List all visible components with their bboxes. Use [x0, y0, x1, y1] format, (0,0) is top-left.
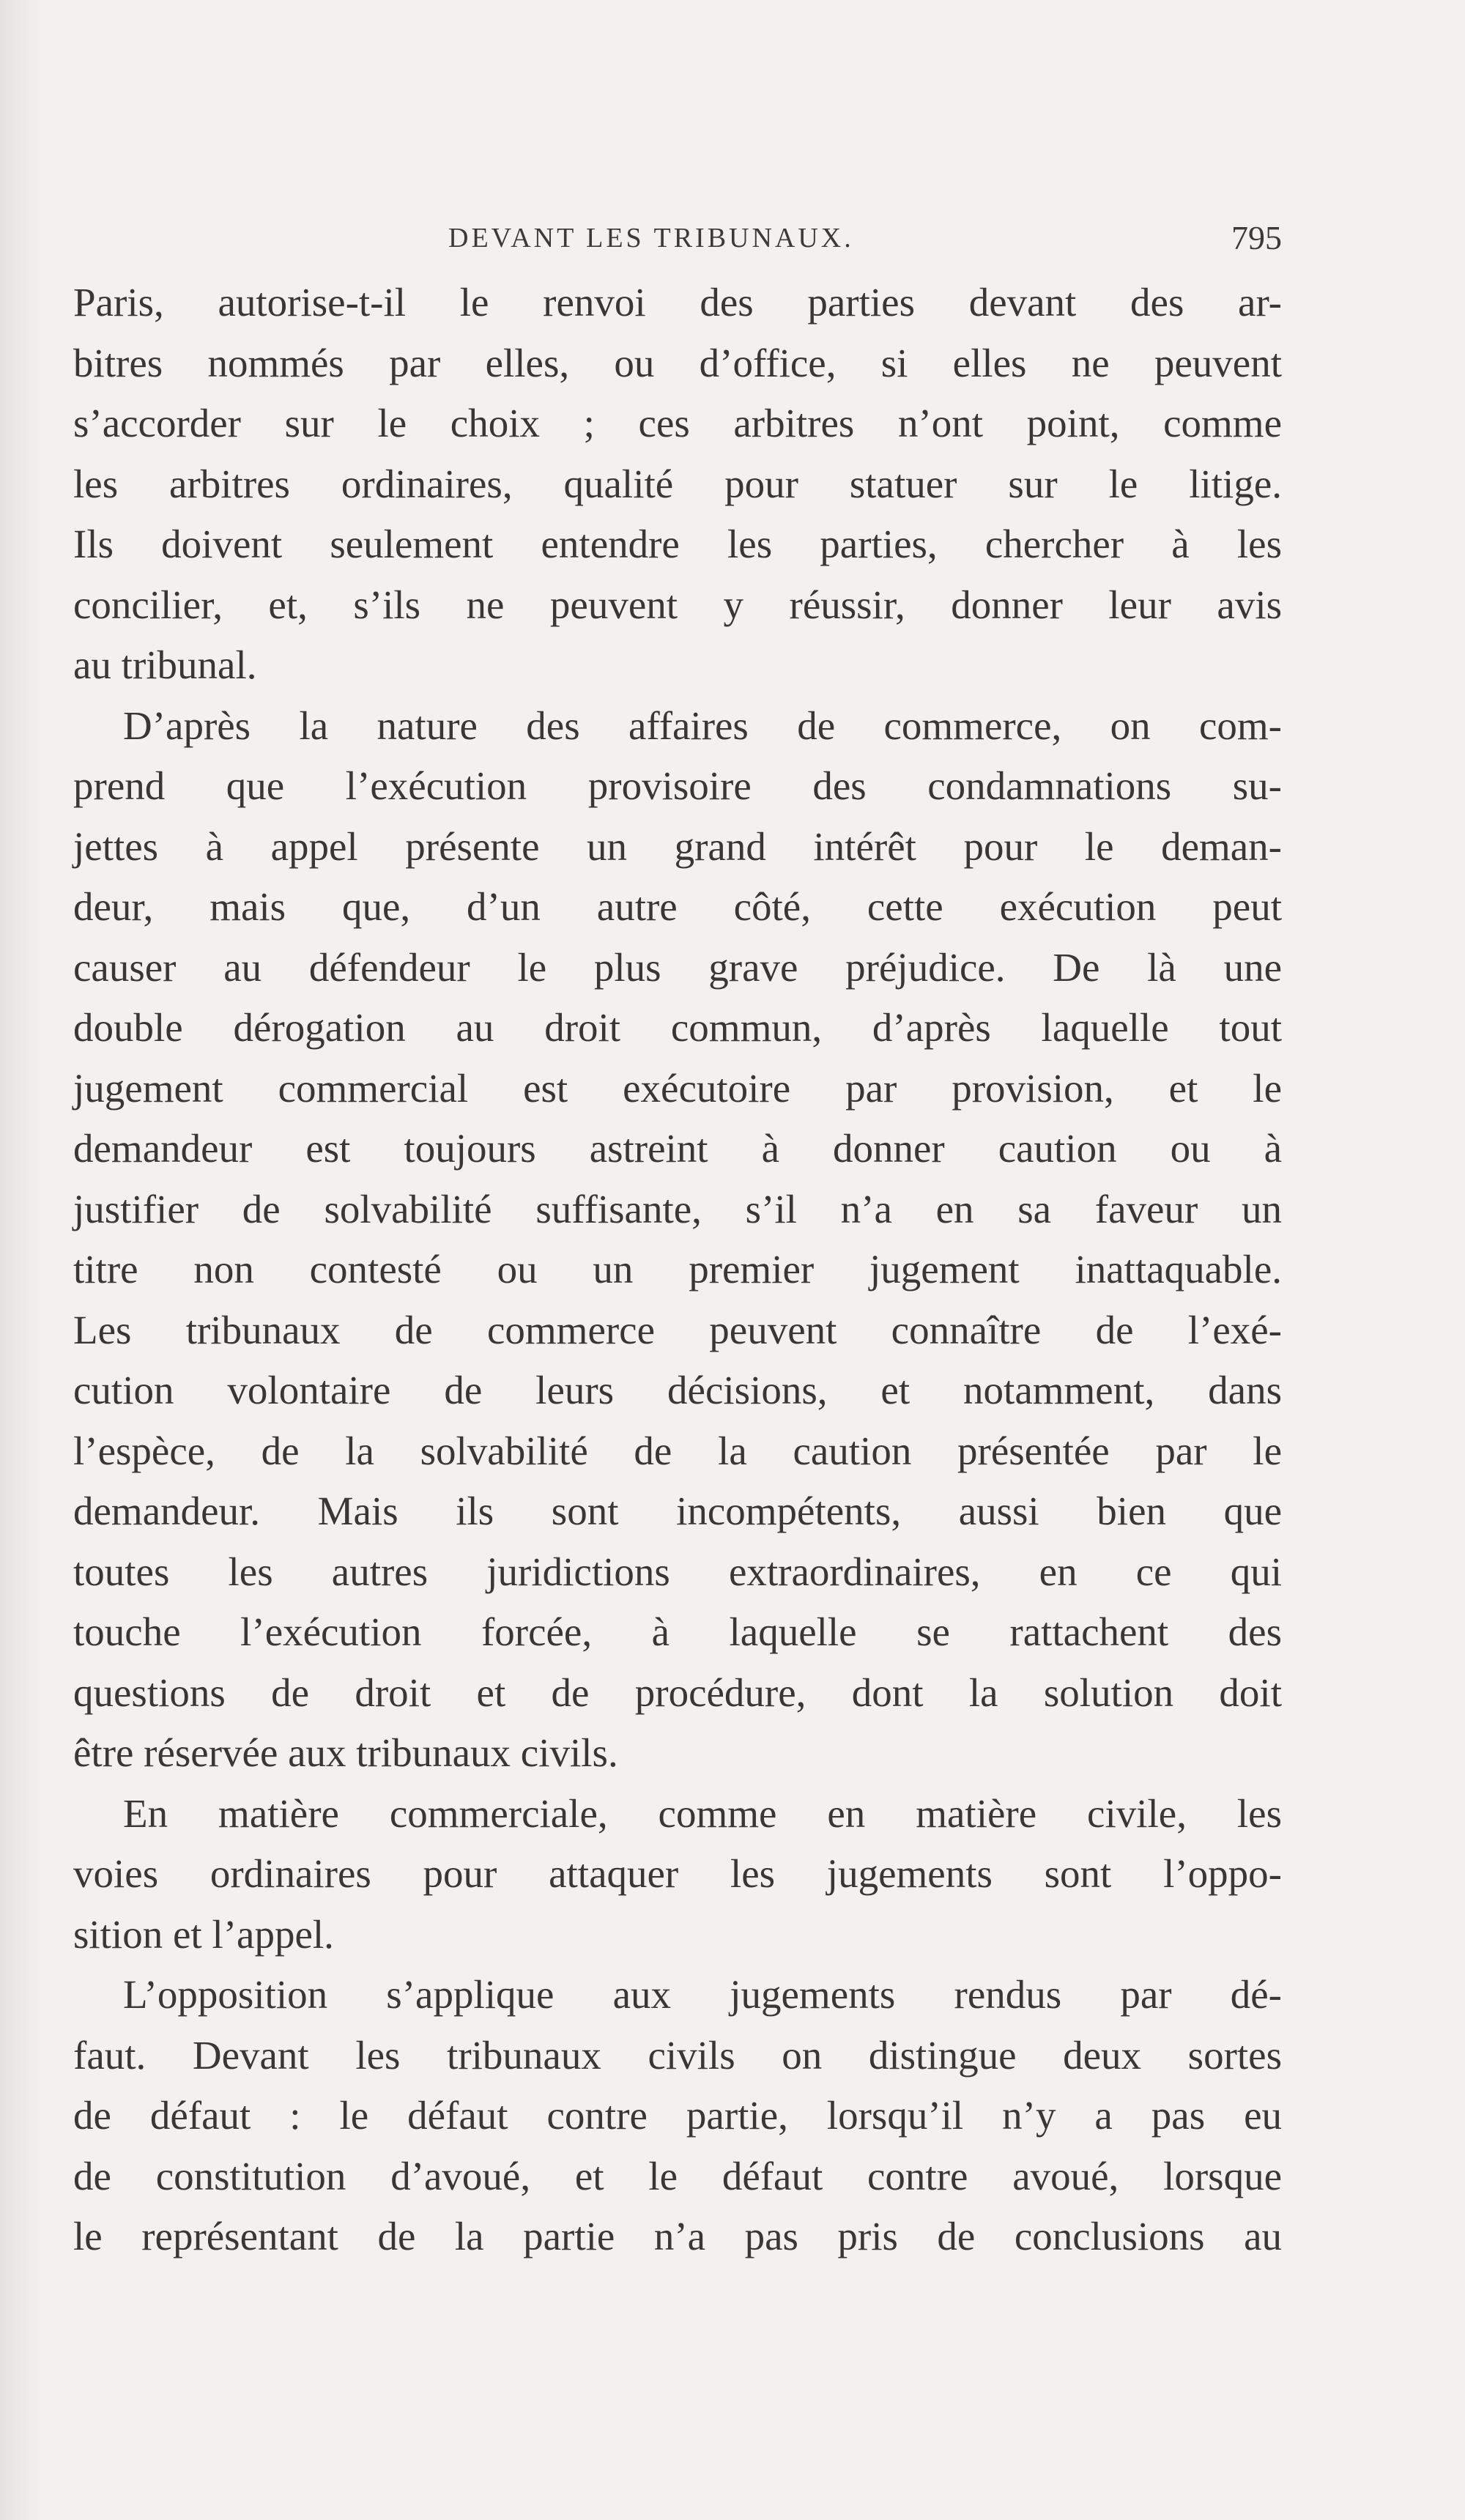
text-line: faut. Devant les tribunaux civils on distingue deux sortes: [73, 2032, 1282, 2078]
page-number: 795: [1231, 219, 1282, 256]
text-line: toutes les autres juridictions extraordinaires, en ce qui: [73, 1549, 1282, 1594]
text-line: l’espèce, de la solvabilité de la caution présentée par le: [73, 1428, 1282, 1473]
text-line: causer au défendeur le plus grave préjudice. De là une: [73, 944, 1282, 990]
text-line: concilier, et, s’ils ne peuvent y réussir, donner leur avis: [73, 582, 1282, 627]
text-line: bitres nommés par elles, ou d’office, si elles ne peuvent: [73, 340, 1282, 385]
text-line: les arbitres ordinaires, qualité pour statuer sur le litige.: [73, 461, 1282, 506]
page-fold-shadow: [0, 0, 44, 2520]
running-title: DEVANT LES TRIBUNAUX.: [448, 223, 854, 253]
text-line: s’accorder sur le choix ; ces arbitres n’ont point, comme: [73, 401, 1282, 445]
text-line: demandeur est toujours astreint à donner caution ou à: [73, 1126, 1282, 1171]
text-line: questions de droit et de procédure, dont la solution doit: [73, 1670, 1282, 1715]
text-line: titre non contesté ou un premier jugement inattaquable.: [73, 1247, 1282, 1292]
text-line: être réservée aux tribunaux civils.: [73, 1730, 618, 1775]
body-text: [73, 273, 1282, 2267]
text-line: Les tribunaux de commerce peuvent connaître de l’exé-: [73, 1307, 1282, 1352]
text-line: double dérogation au droit commun, d’après laquelle tout: [73, 1005, 1282, 1050]
text-line: En matière commerciale, comme en matière civile, les: [123, 1790, 1282, 1836]
text-line: D’après la nature des affaires de commerce, on com-: [123, 703, 1282, 748]
text-line: jettes à appel présente un grand intérêt pour le deman-: [73, 823, 1282, 869]
text-line: cution volontaire de leurs décisions, et notamment, dans: [73, 1368, 1282, 1412]
text-line: Paris, autorise-t-il le renvoi des parties devant des ar-: [73, 280, 1282, 325]
text-line: voies ordinaires pour attaquer les jugements sont l’oppo-: [73, 1851, 1282, 1896]
text-line: deur, mais que, d’un autre côté, cette exécution peut: [73, 884, 1282, 929]
text-line: de constitution d’avoué, et le défaut contre avoué, lorsque: [73, 2153, 1282, 2198]
text-line: le représentant de la partie n’a pas pris de conclusions au: [73, 2214, 1282, 2258]
text-line: prend que l’exécution provisoire des condamnations su-: [73, 763, 1282, 808]
text-line: de défaut : le défaut contre partie, lorsqu’il n’y a pas eu: [73, 2093, 1282, 2138]
text-line: sition et l’appel.: [73, 1911, 334, 1957]
text-line: L’opposition s’applique aux jugements rendus par dé-: [123, 1972, 1282, 2017]
text-line: touche l’exécution forcée, à laquelle se rattachent des: [73, 1609, 1282, 1654]
text-line: justifier de solvabilité suffisante, s’il n’a en sa faveur un: [73, 1186, 1282, 1231]
running-head: [73, 216, 1282, 260]
text-line: au tribunal.: [73, 642, 257, 687]
text-line: demandeur. Mais ils sont incompétents, aussi bien que: [73, 1489, 1282, 1533]
text-line: jugement commercial est exécutoire par provision, et le: [73, 1065, 1282, 1111]
text-line: Ils doivent seulement entendre les parties, chercher à les: [73, 522, 1282, 566]
